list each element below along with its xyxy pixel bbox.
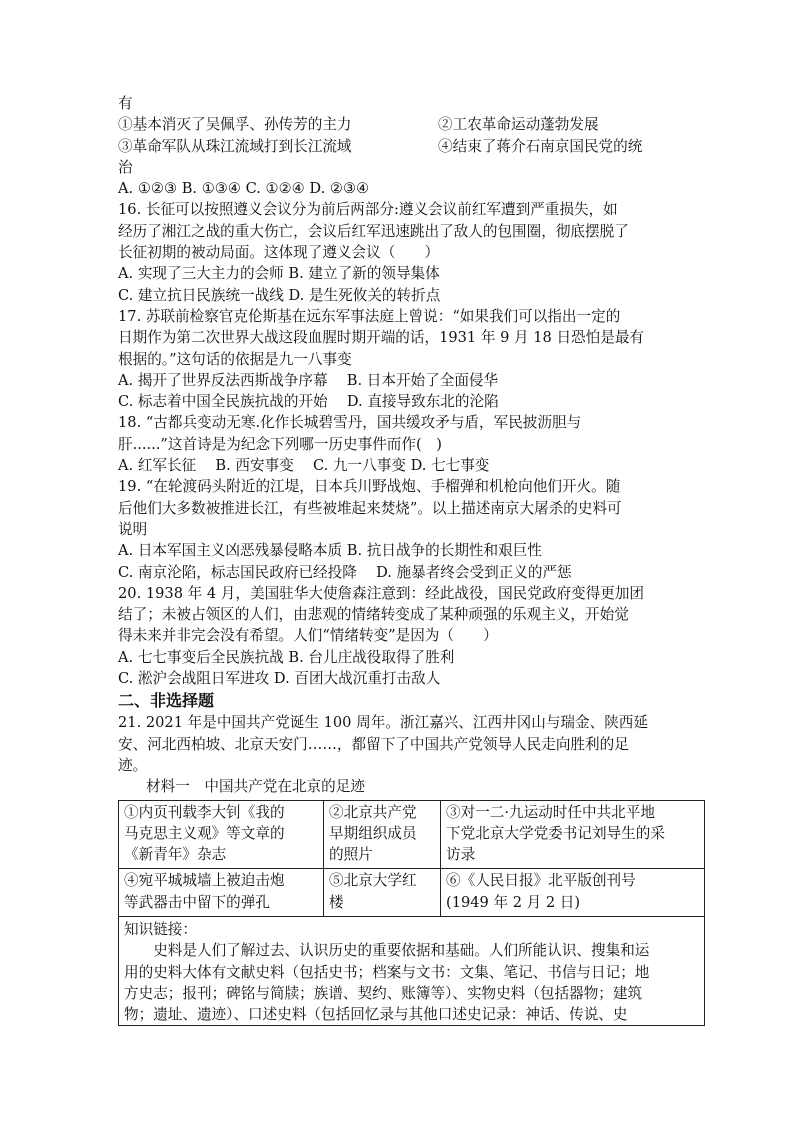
q20-stem-line: 结了；未被占领区的人们，由悲观的情绪转变成了某种顽强的乐观主义，开始觉: [118, 606, 629, 624]
question-16: [118, 199, 703, 305]
cell-line: 马克思主义观》等文章的: [124, 824, 285, 842]
q21-stem-line: 迹。: [118, 756, 148, 774]
q15-choices: A. ①②③ B. ①③④ C. ①②④ D. ②③④: [118, 180, 370, 198]
knowledge-title: 知识链接：: [124, 920, 197, 938]
q16-stem-line: 长征初期的被动局面。这体现了遵义会议（ ）: [118, 244, 440, 262]
q17-stem-line: 根据的。”这句话的依据是九一八事变: [118, 350, 352, 368]
q15-option-4-wrap: 治: [118, 158, 133, 176]
q15-options-row-2: [118, 136, 703, 157]
q15-continuation: 有: [118, 95, 133, 112]
cell-line: 访录: [446, 846, 476, 864]
cell-line: ②北京共产党: [329, 803, 417, 821]
table-cell: [324, 800, 441, 869]
cell-line: 等武器击中留下的弹孔: [124, 893, 270, 911]
question-17: [118, 306, 703, 412]
question-18: [118, 412, 703, 476]
table-cell: [441, 800, 705, 869]
cell-line: ⑥《人民日报》北平版创刊号: [446, 872, 636, 890]
q16-stem-line: 经历了湘江之战的重大伤亡，会议后红军迅速跳出了敌人的包围圈，彻底摆脱了: [118, 222, 629, 240]
q17-stem-line: 日期作为第二次世界大战这段血腥时期开端的话，1931 年 9 月 18 日恐怕是最有: [118, 329, 645, 347]
question-20: [118, 583, 703, 689]
cell-line: 《新青年》杂志: [124, 846, 227, 864]
section-heading: 二、非选择题: [118, 691, 215, 711]
cell-line: ③对一二·九运动时任中共北平地: [446, 803, 655, 821]
cell-line: ④宛平城城墙上被迫击炮: [124, 872, 285, 890]
q18-choices: A. 红军长征 B. 西安事变 C. 九一八事变 D. 七七事变: [118, 457, 490, 475]
cell-line: ①内页刊载李大钊《我的: [124, 803, 285, 821]
cell-line: ⑤北京大学红: [329, 872, 417, 890]
material-title: 材料一 中国共产党在北京的足迹: [146, 778, 365, 796]
q17-choices-cd: C. 标志着中国全民族抗战的开始 D. 直接导致东北的沦陷: [118, 393, 499, 411]
q21-stem-line: 21. 2021 年是中国共产党诞生 100 周年。浙江嘉兴、江西井冈山与瑞金、陕西延: [118, 714, 648, 732]
knowledge-line: 方史志；报刊；碑铭与简牍；族谱、契约、账簿等）、实物史料（包括器物；建筑: [124, 984, 643, 1002]
cell-line: 楼: [329, 893, 344, 911]
q18-stem-line: 肝......”这首诗是为纪念下列哪一历史事件而作( ): [118, 435, 442, 453]
q15-option-1: ①基本消灭了吴佩孚、孙传芳的主力: [118, 116, 352, 134]
q19-stem-line: 19. “在轮渡码头附近的江堤，日本兵川野战炮、手榴弹和机枪向他们开火。随: [118, 478, 621, 496]
knowledge-box: [118, 917, 705, 1026]
q19-stem-line: 后他们大多数被推进长江，有些被堆起来焚烧”。以上描述南京大屠杀的史料可: [118, 499, 622, 517]
cell-line: 的照片: [329, 846, 373, 864]
table-row: [119, 869, 705, 917]
q19-choices-ab: A. 日本军国主义凶恶残暴侵略本质 B. 抗日战争的长期性和艰巨性: [118, 542, 542, 560]
material-table: [118, 800, 705, 917]
q16-choices-cd: C. 建立抗日民族统一战线 D. 是生死攸关的转折点: [118, 286, 441, 304]
table-cell: [441, 869, 705, 917]
table-cell: [119, 800, 324, 869]
q21-stem-line: 安、河北西柏坡、北京天安门……，都留下了中国共产党领导人民走向胜利的足: [118, 735, 629, 753]
question-19: [118, 476, 703, 582]
q18-stem-line: 18. “古都兵变动无寒.化作长城碧雪丹，国共缓攻矛与盾，军民披沥胆与: [118, 414, 582, 432]
table-row: [119, 800, 705, 869]
table-cell: [119, 869, 324, 917]
cell-line: 早期组织成员: [329, 824, 417, 842]
q20-stem-line: 得未来并非完会没有希望。人们“情绪转变”是因为（ ）: [118, 627, 498, 645]
q20-choices-cd: C. 淞沪会战阻日军进攻 D. 百团大战沉重打击敌人: [118, 670, 441, 688]
q15-option-4: ④结束了蒋介石南京国民党的统: [438, 137, 643, 155]
knowledge-line: 用的史料大体有文献史料（包括史书；档案与文书：文集、笔记、书信与日记；地: [124, 963, 650, 981]
q19-stem-line: 说明: [118, 520, 148, 538]
cell-line: (1949 年 2 月 2 日): [446, 893, 581, 911]
table-cell: [324, 869, 441, 917]
knowledge-line: 史料是人们了解过去、认识历史的重要依据和基础。人们所能认识、搜集和运: [153, 942, 650, 960]
q15-option-3: ③革命军队从珠江流域打到长江流域: [118, 137, 352, 155]
exam-page: [118, 93, 703, 1026]
q16-stem-line: 16. 长征可以按照遵义会议分为前后两部分:遵义会议前红军遭到严重损失，如: [118, 201, 618, 219]
q20-choices-ab: A. 七七事变后全民族抗战 B. 台儿庄战役取得了胜利: [118, 648, 455, 666]
q15-option-2: ②工农革命运动蓬勃发展: [438, 116, 599, 134]
q19-choices-cd: C. 南京沦陷，标志国民政府已经投降 D. 施暴者终会受到正义的严惩: [118, 563, 572, 581]
q16-choices-ab: A. 实现了三大主力的会师 B. 建立了新的领导集体: [118, 265, 440, 283]
cell-line: 下党北京大学党委书记刘导生的采: [446, 824, 665, 842]
q15-options-row-1: [118, 114, 703, 135]
q20-stem-line: 20. 1938 年 4 月，美国驻华大使詹森注意到：经此战役，国民党政府变得更加团: [118, 584, 645, 602]
knowledge-line: 物；遗址、遗迹）、口述史料（包括回忆录与其他口述史记录：神话、传说、史: [124, 1006, 628, 1024]
q17-stem-line: 17. 苏联前检察官克伦斯基在远东军事法庭上曾说：“如果我们可以指出一定的: [118, 307, 621, 325]
q17-choices-ab: A. 揭开了世界反法西斯战争序幕 B. 日本开始了全面侵华: [118, 371, 499, 389]
question-21: [118, 712, 703, 1026]
